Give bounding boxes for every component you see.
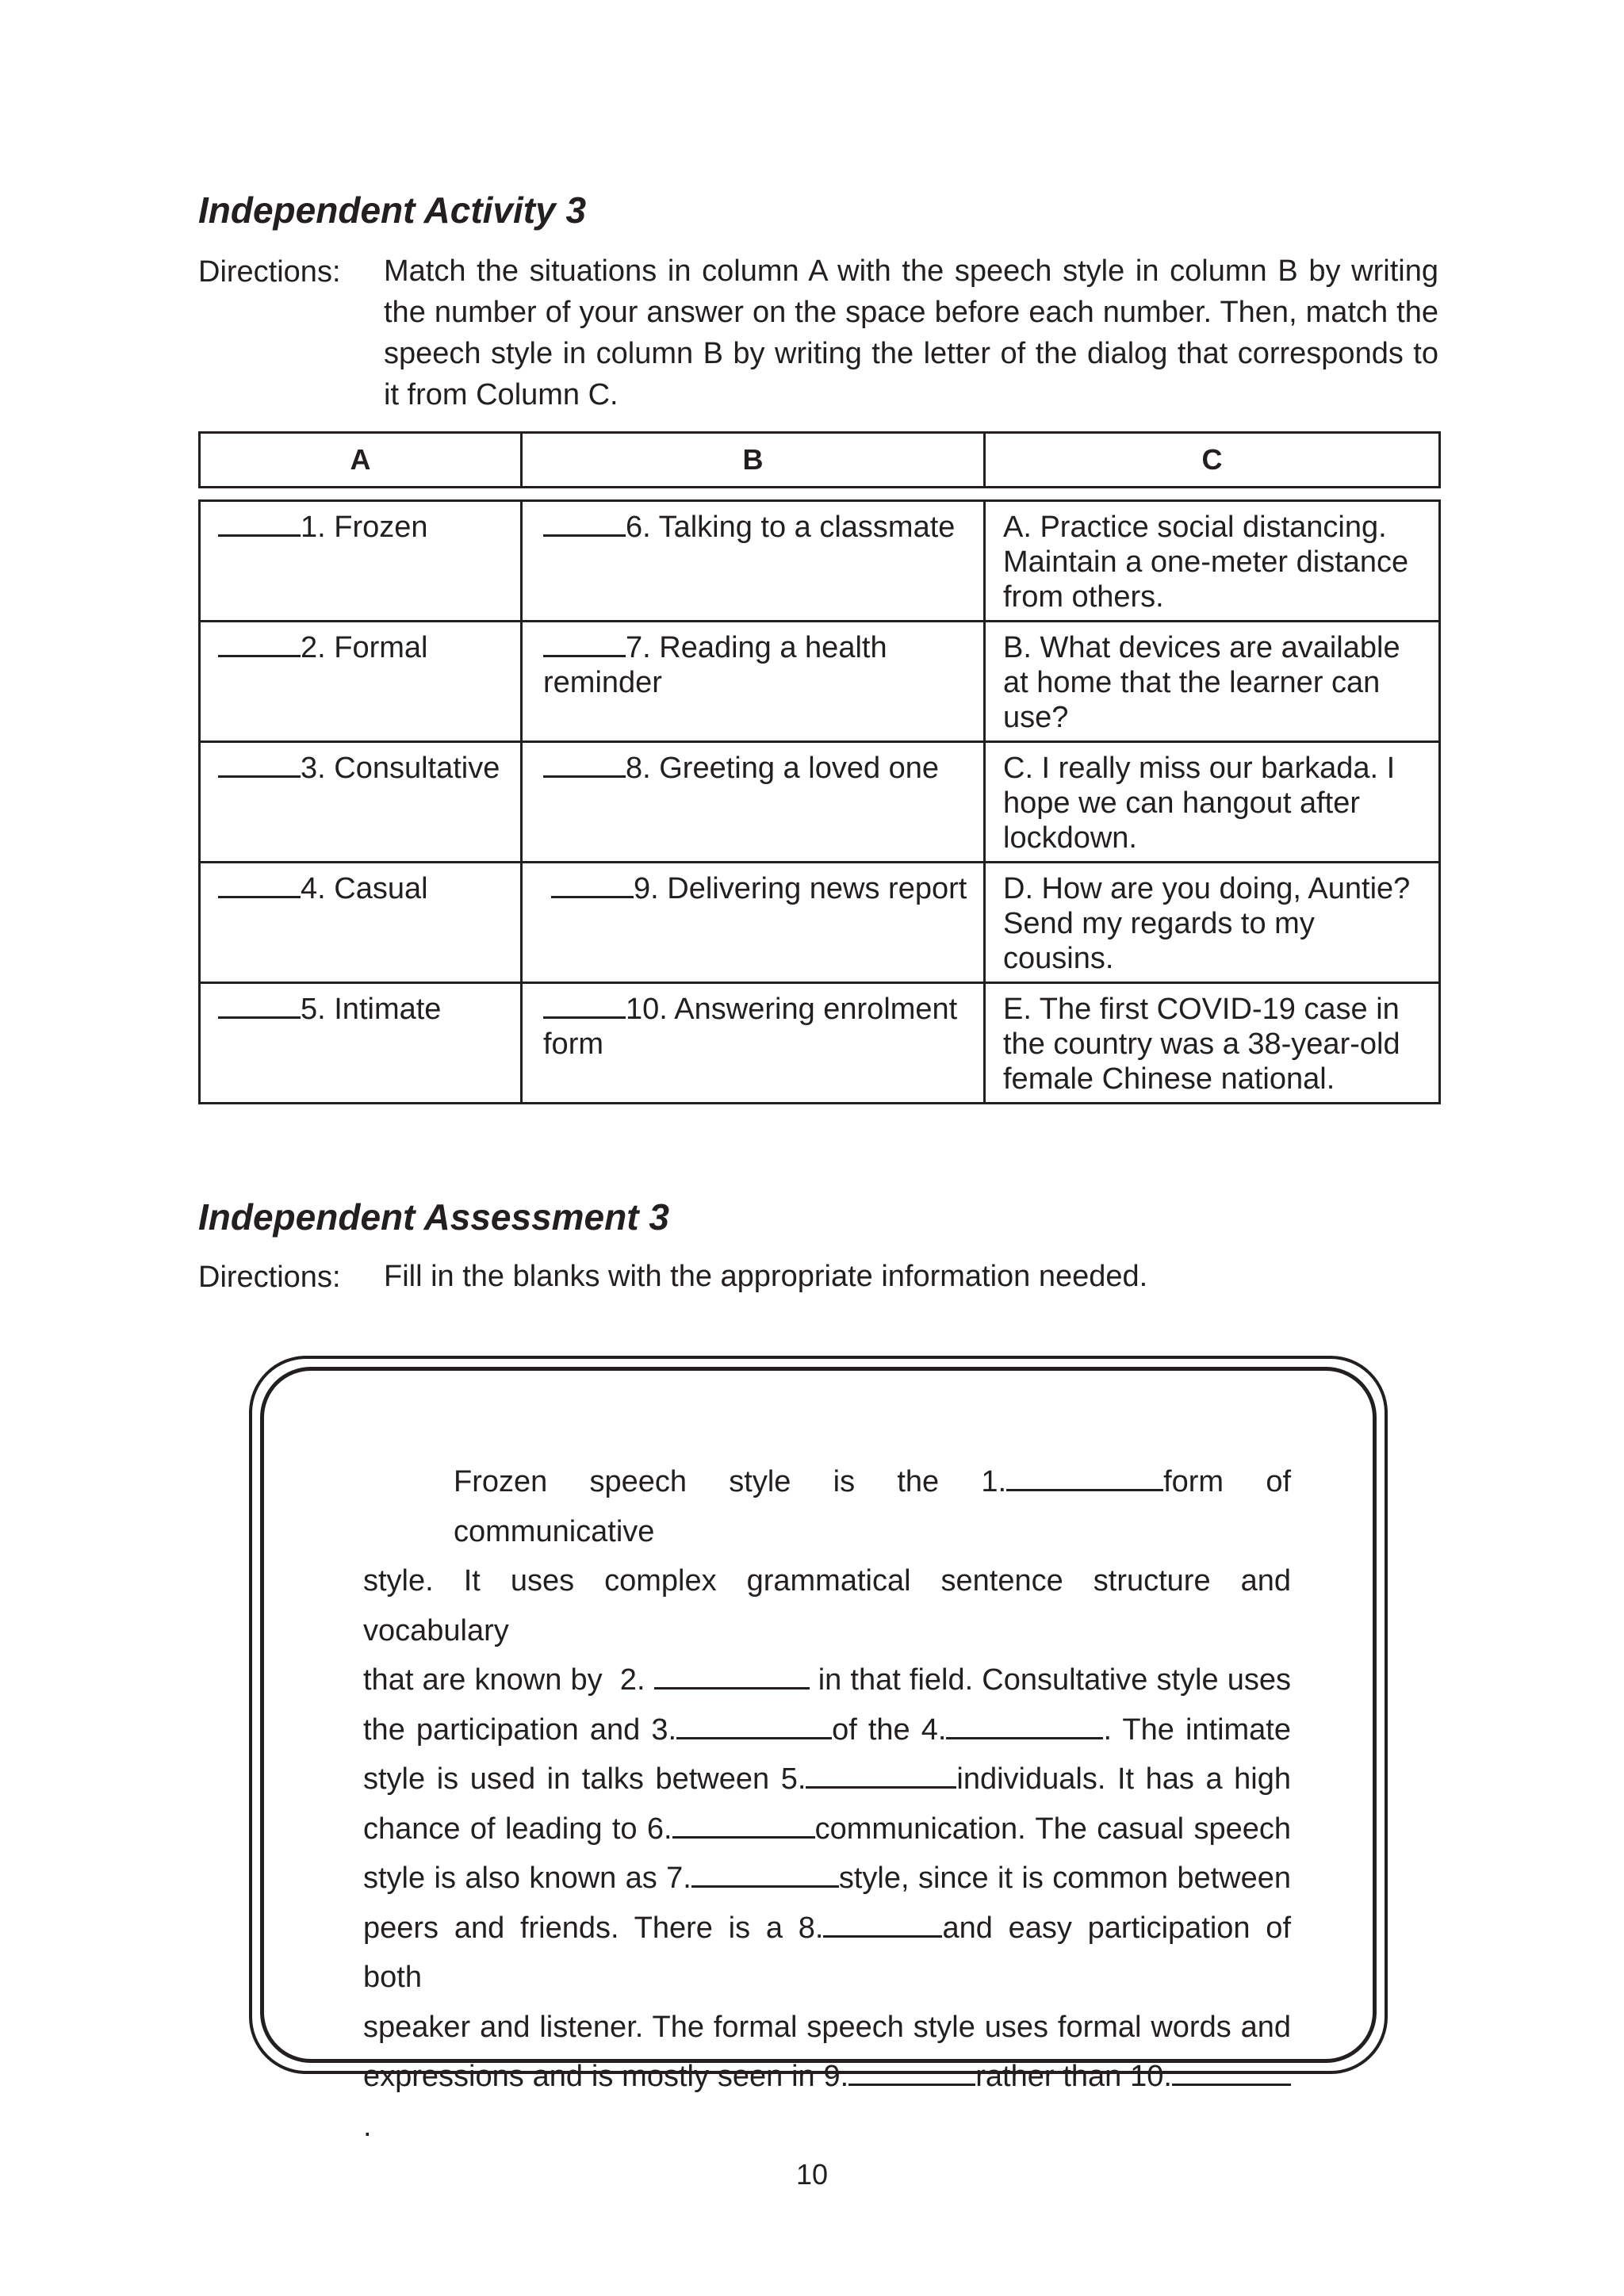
- situation-text: 1. Frozen: [301, 511, 428, 544]
- answer-blank[interactable]: [218, 874, 301, 898]
- column-a-cell: [200, 501, 522, 622]
- page-number: 10: [795, 2158, 829, 2191]
- answer-blank[interactable]: [218, 994, 301, 1019]
- column-a-cell: [200, 863, 522, 983]
- assessment-directions-text: Fill in the blanks with the appropriate information needed.: [384, 1260, 1148, 1293]
- assessment-directions-label: Directions:: [198, 1261, 341, 1294]
- passage-text: individuals. It has a high: [956, 1762, 1291, 1796]
- answer-blank[interactable]: [543, 512, 626, 537]
- passage-text: style, since it is common between: [838, 1862, 1292, 1895]
- passage-text: style is also known as 7.: [363, 1862, 691, 1895]
- table-row: [200, 622, 1440, 742]
- blank-8[interactable]: [823, 1911, 942, 1938]
- speech-style-text: 8. Greeting a loved one: [626, 752, 940, 785]
- answer-blank[interactable]: [551, 874, 634, 898]
- table-row: [200, 501, 1440, 622]
- answer-blank[interactable]: [218, 633, 301, 657]
- column-a-header: A: [200, 433, 522, 488]
- passage-text: communication. The casual speech: [814, 1812, 1291, 1846]
- table-row: [200, 983, 1440, 1104]
- column-c-header: C: [985, 433, 1440, 488]
- matching-table: [198, 499, 1441, 1104]
- column-a-cell: [200, 983, 522, 1104]
- blank-9[interactable]: [848, 2060, 975, 2086]
- column-c-cell: B. What devices are available at home that the learner can use?: [985, 622, 1440, 742]
- column-b-cell: [522, 983, 985, 1104]
- situation-text: 2. Formal: [301, 631, 428, 664]
- passage-text: and easy participation of both: [363, 1911, 1292, 1994]
- column-a-cell: [200, 742, 522, 863]
- passage-text: expressions and is mostly seen in 9.: [363, 2060, 849, 2093]
- blank-1[interactable]: [1006, 1465, 1163, 1491]
- blank-3[interactable]: [676, 1713, 832, 1739]
- column-b-header: B: [522, 433, 985, 488]
- situation-text: 4. Casual: [301, 872, 428, 905]
- activity-title: Independent Activity 3: [198, 189, 587, 231]
- passage-text: speaker and listener. The formal speech style uses formal words and: [363, 2010, 1291, 2044]
- passage-text: of the 4.: [832, 1712, 947, 1747]
- column-c-cell: C. I really miss our barkada. I hope we can hangout after lockdown.: [985, 742, 1440, 863]
- activity-directions-text: Match the situations in column A with the speech style in column B by writing the number of your answer on the space before each number. Then, match the speech style in column B by writing the letter of the dialog that corresponds to it from Column C.: [384, 254, 1438, 411]
- column-b-cell: [522, 742, 985, 863]
- passage-text: that are known by 2.: [363, 1663, 654, 1697]
- answer-blank[interactable]: [543, 753, 626, 778]
- blank-10[interactable]: [1172, 2060, 1291, 2086]
- blank-6[interactable]: [672, 1812, 815, 1839]
- column-c-cell: D. How are you doing, Auntie? Send my regards to my cousins.: [985, 863, 1440, 983]
- answer-blank[interactable]: [218, 512, 301, 537]
- situation-text: 5. Intimate: [301, 993, 442, 1026]
- blank-4[interactable]: [946, 1713, 1103, 1739]
- answer-blank[interactable]: [218, 753, 301, 778]
- assessment-title: Independent Assessment 3: [198, 1196, 669, 1238]
- column-b-cell: [522, 863, 985, 983]
- passage-text: style. It uses complex grammatical sentence structure and vocabulary: [363, 1564, 1291, 1647]
- passage-text: . The intimate: [1103, 1712, 1291, 1747]
- answer-blank[interactable]: [543, 633, 626, 657]
- speech-style-text: 7. Reading a health reminder: [543, 631, 887, 699]
- passage-text: Frozen speech style is the 1.: [454, 1465, 1007, 1498]
- passage-text: .: [363, 2109, 372, 2143]
- passage-text: style is used in talks between 5.: [363, 1762, 806, 1796]
- table-row: [200, 742, 1440, 863]
- speech-style-text: 10. Answering enrolment form: [543, 993, 958, 1061]
- passage-text: form of communicative: [454, 1465, 1292, 1548]
- speech-style-text: 9. Delivering news report: [634, 872, 967, 905]
- blank-7[interactable]: [691, 1862, 839, 1888]
- passage-text: chance of leading to 6.: [363, 1812, 672, 1846]
- column-a-cell: [200, 622, 522, 742]
- passage-text: the participation and 3.: [363, 1712, 677, 1747]
- column-b-cell: [522, 501, 985, 622]
- column-c-cell: E. The first COVID-19 case in the country was a 38-year-old female Chinese national.: [985, 983, 1440, 1104]
- answer-blank[interactable]: [543, 994, 626, 1019]
- column-c-cell: A. Practice social distancing. Maintain a one-meter distance from others.: [985, 501, 1440, 622]
- blank-5[interactable]: [806, 1762, 956, 1789]
- situation-text: 3. Consultative: [301, 752, 500, 785]
- passage-text: rather than 10.: [975, 2060, 1172, 2093]
- matching-table-header: [198, 431, 1441, 488]
- speech-style-text: 6. Talking to a classmate: [626, 511, 956, 544]
- blank-2[interactable]: [654, 1663, 810, 1689]
- passage-text: peers and friends. There is a 8.: [363, 1911, 824, 1945]
- column-b-cell: [522, 622, 985, 742]
- fill-in-passage: [363, 1457, 1291, 2151]
- activity-directions-label: Directions:: [198, 255, 341, 289]
- passage-text: in that field. Consultative style uses: [809, 1663, 1291, 1697]
- table-row: [200, 863, 1440, 983]
